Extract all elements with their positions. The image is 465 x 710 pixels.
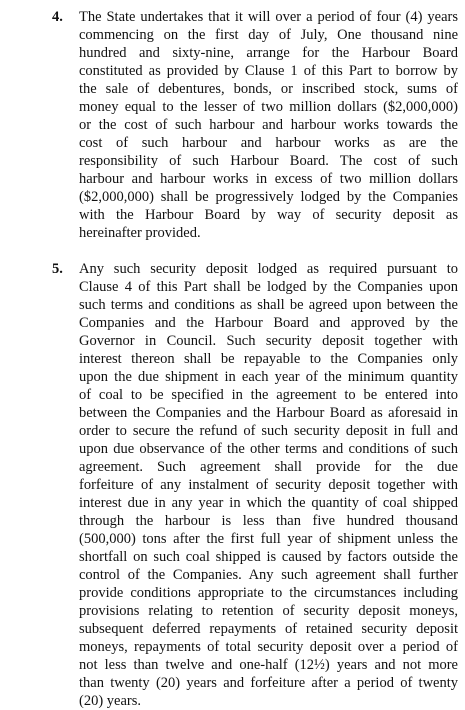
text-line: shortfall on such coal shipped is caused by factors outside the — [79, 549, 458, 565]
text-line: interest due in any year in which the quantity of coal shipped — [79, 495, 458, 511]
text-line: through the harbour is less than five hundred thousand — [79, 513, 458, 529]
text-line: Any such security deposit lodged as required pursuant to — [79, 261, 458, 277]
text-line: subsequent deferred repayments of retained security deposit — [79, 621, 458, 637]
text-line: or the cost of such harbour and harbour works towards the — [79, 117, 458, 133]
text-line: Companies and the Harbour Board and approved by the — [79, 315, 458, 331]
text-line: commencing on the first day of July, One thousand nine — [79, 27, 458, 43]
text-line: upon due observance of the other terms and conditions of such — [79, 441, 458, 457]
text-line: with the Harbour Board by way of security deposit as — [79, 207, 458, 223]
text-line: harbour and harbour works in excess of two million dollars — [79, 171, 458, 187]
text-line: hereinafter provided. — [79, 225, 201, 241]
text-line: (500,000) tons after the first full year of shipment unless the — [79, 531, 458, 547]
text-line: constituted as provided by Clause 1 of this Part to borrow by — [79, 63, 458, 79]
text-line: control of the Companies. Any such agreement shall further — [79, 567, 458, 583]
clause-number: 4. — [52, 9, 63, 25]
text-line: than twenty (20) years and forfeiture after a period of twenty — [79, 675, 458, 691]
text-line: between the Companies and the Harbour Board as aforesaid in — [79, 405, 458, 421]
text-line: provide conditions appropriate to the circumstances including — [79, 585, 458, 601]
text-line: money equal to the lesser of two million dollars ($2,000,000) — [79, 99, 458, 115]
text-line: provisions relating to retention of security deposit moneys, — [79, 603, 458, 619]
clause-4 — [52, 8, 458, 242]
text-line: responsibility of such Harbour Board. The cost of such — [79, 153, 458, 169]
text-line: hundred and sixty-nine, arrange for the Harbour Board — [79, 45, 458, 61]
clause-number: 5. — [52, 261, 63, 277]
text-line: Governor in Council. Such security deposit together with — [79, 333, 458, 349]
text-line: Clause 4 of this Part shall be lodged by the Companies upon — [79, 279, 458, 295]
text-line: forfeiture of any instalment of security deposit together with — [79, 477, 458, 493]
text-line: The State undertakes that it will over a period of four (4) years — [79, 9, 458, 25]
text-line: the sale of debentures, bonds, or inscribed stock, sums of — [79, 81, 458, 97]
text-line: upon the due shipment in each year of the minimum quantity — [79, 369, 458, 385]
clause-text — [79, 8, 458, 242]
text-line: moneys, repayments of total security deposit over a period of — [79, 639, 458, 655]
text-line: agreement. Such agreement shall provide for the due — [79, 459, 458, 475]
text-line: ($2,000,000) shall be progressively lodged by the Companies — [79, 189, 458, 205]
text-line: (20) years. — [79, 693, 142, 709]
text-line: of coal to be specified in the agreement to be entered into — [79, 387, 458, 403]
clause-5 — [52, 260, 458, 710]
text-line: such terms and conditions as shall be agreed upon between the — [79, 297, 458, 313]
text-line: interest thereon shall be repayable to the Companies only — [79, 351, 458, 367]
text-line: not less than twelve and one-half (12½) years and not more — [79, 657, 458, 673]
text-line: cost of such harbour and harbour works as are the — [79, 135, 458, 151]
text-line: order to secure the refund of such security deposit in full and — [79, 423, 458, 439]
clause-text — [79, 260, 458, 710]
